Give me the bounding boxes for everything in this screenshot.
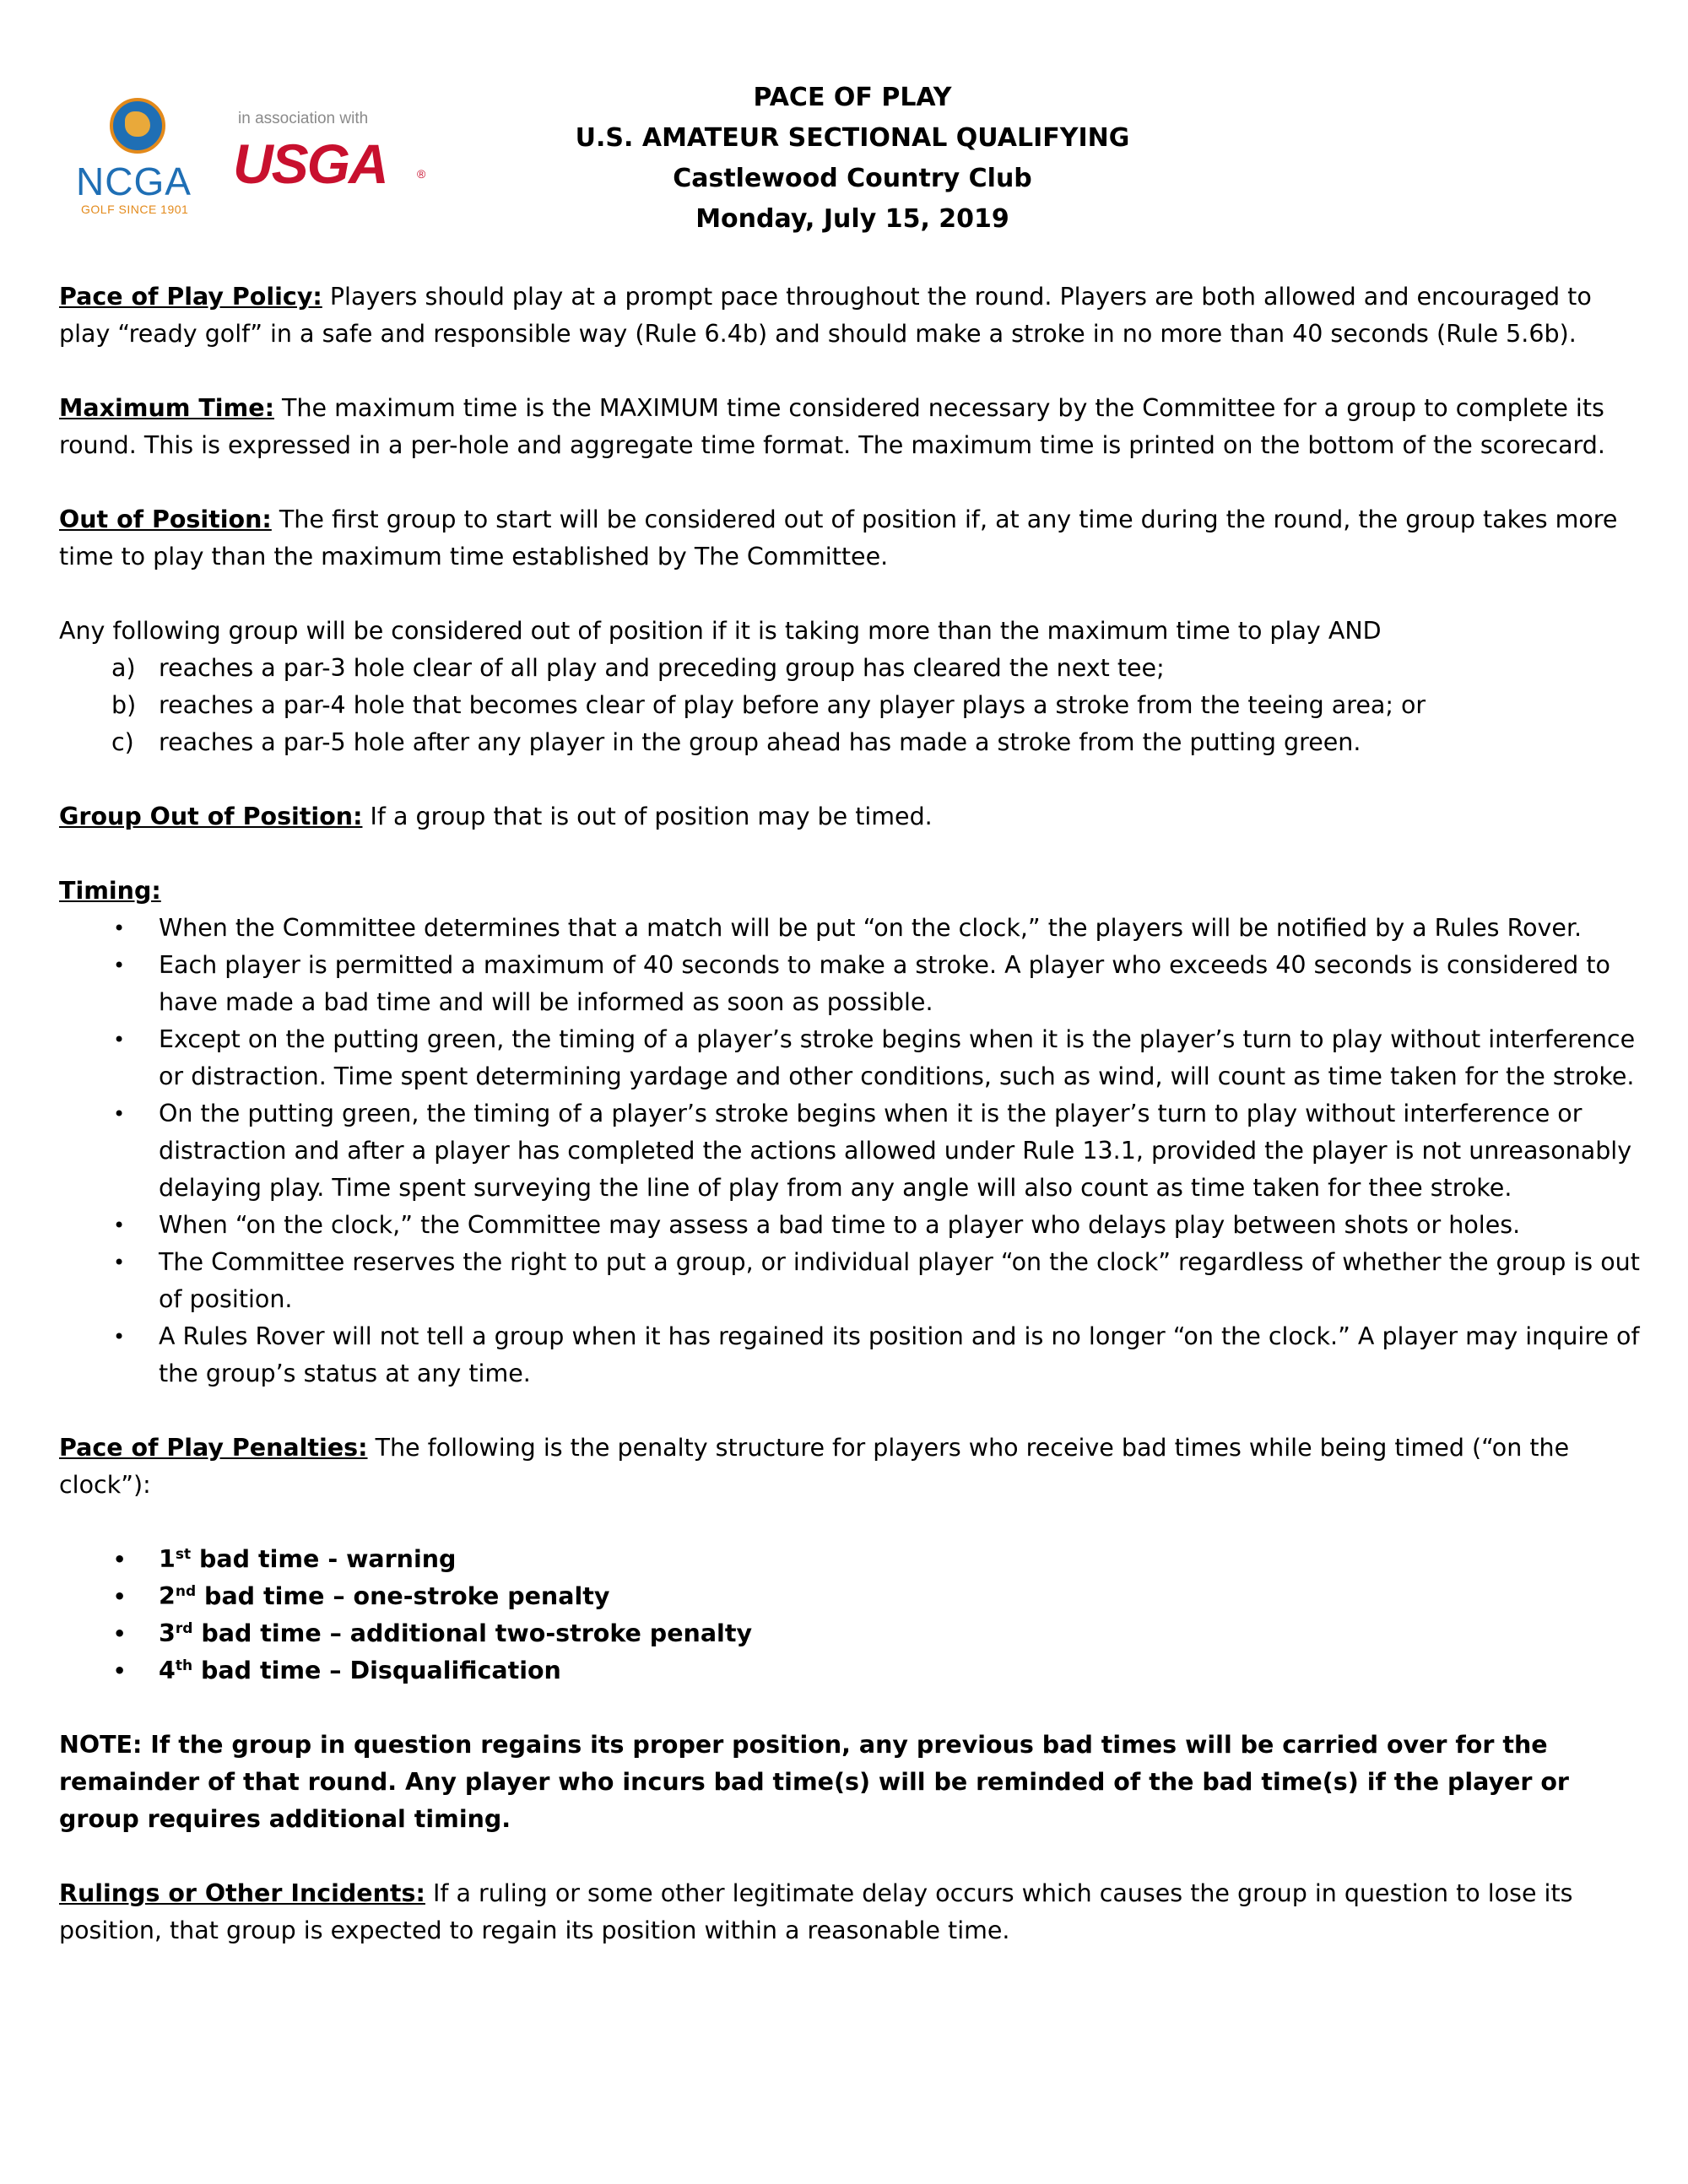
- list-item-text: bad time – Disqualification: [192, 1657, 561, 1684]
- group-out-of-position-paragraph: [59, 798, 1646, 835]
- ordinal-suffix: rd: [175, 1620, 193, 1637]
- pace-policy-paragraph: [59, 278, 1646, 353]
- section-heading: Maximum Time:: [59, 394, 274, 422]
- list-item-text: reaches a par-4 hole that becomes clear of play before any player plays a stroke from the teeing area; or: [159, 691, 1426, 719]
- list-marker: b): [111, 691, 137, 719]
- paragraph-text: If a ruling or some other legitimate delay occurs which causes the group in question to lose its position, that group is expected to regain its position within a reasonable time.: [59, 1879, 1573, 1944]
- list-item-text: reaches a par-5 hole after any player in the group ahead has made a stroke from the putting green.: [159, 728, 1361, 756]
- out-of-position-paragraph: [59, 501, 1646, 576]
- penalties-paragraph: [59, 1430, 1646, 1504]
- list-item-text: Each player is permitted a maximum of 40 seconds to make a stroke. A player who exceeds 40 seconds is considered to have made a bad time and will be informed as soon as possible.: [159, 951, 1610, 1016]
- paragraph-text: The maximum time is the MAXIMUM time considered necessary by the Committee for a group to complete its round. This is expressed in a per-hole and aggregate time format. The maximum time is printed on the bottom of the scorecard.: [59, 394, 1605, 459]
- list-marker: c): [111, 728, 134, 756]
- note-paragraph: NOTE: If the group in question regains its proper position, any previous bad times will be carried over for the remainder of that round. Any player who incurs bad time(s) will be reminded of the bad time(s) if the player or group requires additional timing.: [59, 1731, 1569, 1833]
- list-item: [59, 1095, 1646, 1207]
- section-heading: Timing:: [59, 877, 161, 905]
- usga-logo-text: USGA: [233, 132, 387, 195]
- section-heading: Pace of Play Penalties:: [59, 1434, 368, 1462]
- list-marker: a): [111, 654, 136, 682]
- following-group-intro: Any following group will be considered out of position if it is taking more than the maximum time to play AND: [59, 617, 1382, 645]
- registered-mark-icon: ®: [417, 167, 426, 181]
- bullet-icon: •: [113, 1251, 126, 1274]
- bullet-icon: •: [113, 1028, 126, 1051]
- list-item-text: On the putting green, the timing of a player’s stroke begins when it is the player’s turn to play without interference or distraction and after a player has completed the actions allowed under Rule 13.1, provided the player is not unreasonably delaying play. Time spent surveying the line of play from any angle will also count as time taken for thee stroke.: [159, 1100, 1632, 1202]
- list-item-text: bad time - warning: [191, 1545, 457, 1573]
- penalty-number: 2: [159, 1582, 176, 1610]
- document-title: [405, 78, 1300, 240]
- list-item: [59, 1578, 1646, 1615]
- list-item-text: When the Committee determines that a match will be put “on the clock,” the players will be notified by a Rules Rover.: [159, 914, 1582, 942]
- penalty-number: 3: [159, 1619, 176, 1647]
- title-line: PACE OF PLAY: [753, 83, 952, 112]
- penalties-list: [59, 1541, 1646, 1689]
- list-item: [59, 1541, 1646, 1578]
- ordinal-suffix: th: [175, 1657, 193, 1674]
- bullet-icon: •: [113, 1548, 127, 1571]
- association-text: in association with: [238, 110, 369, 127]
- list-item: [59, 1615, 1646, 1652]
- list-item: [59, 650, 1646, 687]
- bullet-icon: •: [113, 1622, 127, 1646]
- bullet-icon: •: [113, 1585, 127, 1608]
- document-body: [59, 278, 1646, 1987]
- ncga-logo-subtext: GOLF SINCE 1901: [81, 203, 189, 216]
- title-line: Castlewood Country Club: [673, 164, 1032, 193]
- paragraph-text: Players should play at a prompt pace throughout the round. Players are both allowed and encouraged to play “ready golf” in a safe and responsible way (Rule 6.4b) and should make a stroke in no more than 40 seconds (Rule 5.6b).: [59, 283, 1592, 348]
- bullet-icon: •: [113, 1659, 127, 1683]
- list-item: [59, 1244, 1646, 1318]
- list-item: [59, 724, 1646, 761]
- list-item-text: reaches a par-3 hole clear of all play and preceding group has cleared the next tee;: [159, 654, 1165, 682]
- list-item-text: When “on the clock,” the Committee may assess a bad time to a player who delays play between shots or holes.: [159, 1211, 1521, 1239]
- ncga-logo-text: NCGA: [76, 159, 192, 203]
- list-item-text: A Rules Rover will not tell a group when it has regained its position and is no longer “on the clock.” A player may inquire of the group’s status at any time.: [159, 1322, 1640, 1387]
- list-item: [59, 1021, 1646, 1095]
- section-heading: Out of Position:: [59, 505, 272, 533]
- timing-list: [59, 910, 1646, 1392]
- list-item: [59, 1318, 1646, 1392]
- paragraph-text: If a group that is out of position may be timed.: [362, 803, 933, 830]
- list-item-text: bad time – one-stroke penalty: [196, 1582, 610, 1610]
- paragraph-text: The first group to start will be considered out of position if, at any time during the round, the group takes more time to play than the maximum time established by The Committee.: [59, 505, 1618, 570]
- penalty-number: 1: [159, 1545, 176, 1573]
- ncga-emblem-icon: [110, 98, 165, 154]
- section-heading: Group Out of Position:: [59, 803, 363, 830]
- bullet-icon: •: [113, 1214, 126, 1237]
- section-heading: Rulings or Other Incidents:: [59, 1879, 425, 1907]
- list-item-text: The Committee reserves the right to put a group, or individual player “on the clock” regardless of whether the group is out of position.: [159, 1248, 1640, 1313]
- following-group-list: [59, 650, 1646, 761]
- title-line: U.S. AMATEUR SECTIONAL QUALIFYING: [575, 123, 1130, 153]
- bullet-icon: •: [113, 954, 126, 977]
- title-line: Monday, July 15, 2019: [695, 204, 1009, 234]
- section-heading: Pace of Play Policy:: [59, 283, 322, 311]
- bullet-icon: •: [113, 916, 126, 940]
- bullet-icon: •: [113, 1325, 126, 1349]
- ordinal-suffix: st: [175, 1546, 192, 1563]
- list-item-text: Except on the putting green, the timing of a player’s stroke begins when it is the player’s turn to play without interference or distraction. Time spent determining yardage and other conditions, such as wind, will count as time taken for the stroke.: [159, 1025, 1636, 1090]
- list-item: [59, 910, 1646, 947]
- list-item-text: bad time – additional two-stroke penalty: [192, 1619, 753, 1647]
- ncga-usga-logo: [44, 74, 426, 216]
- paragraph-text: The following is the penalty structure for players who receive bad times while being timed (“on the clock”):: [59, 1434, 1570, 1499]
- penalty-number: 4: [159, 1657, 176, 1684]
- ordinal-suffix: nd: [175, 1583, 197, 1600]
- list-item: [59, 687, 1646, 724]
- list-item: [59, 1652, 1646, 1689]
- timing-heading-line: [59, 873, 1646, 910]
- list-item: [59, 1207, 1646, 1244]
- bullet-icon: •: [113, 1102, 126, 1126]
- list-item: [59, 947, 1646, 1021]
- rulings-paragraph: [59, 1875, 1646, 1949]
- maximum-time-paragraph: [59, 390, 1646, 464]
